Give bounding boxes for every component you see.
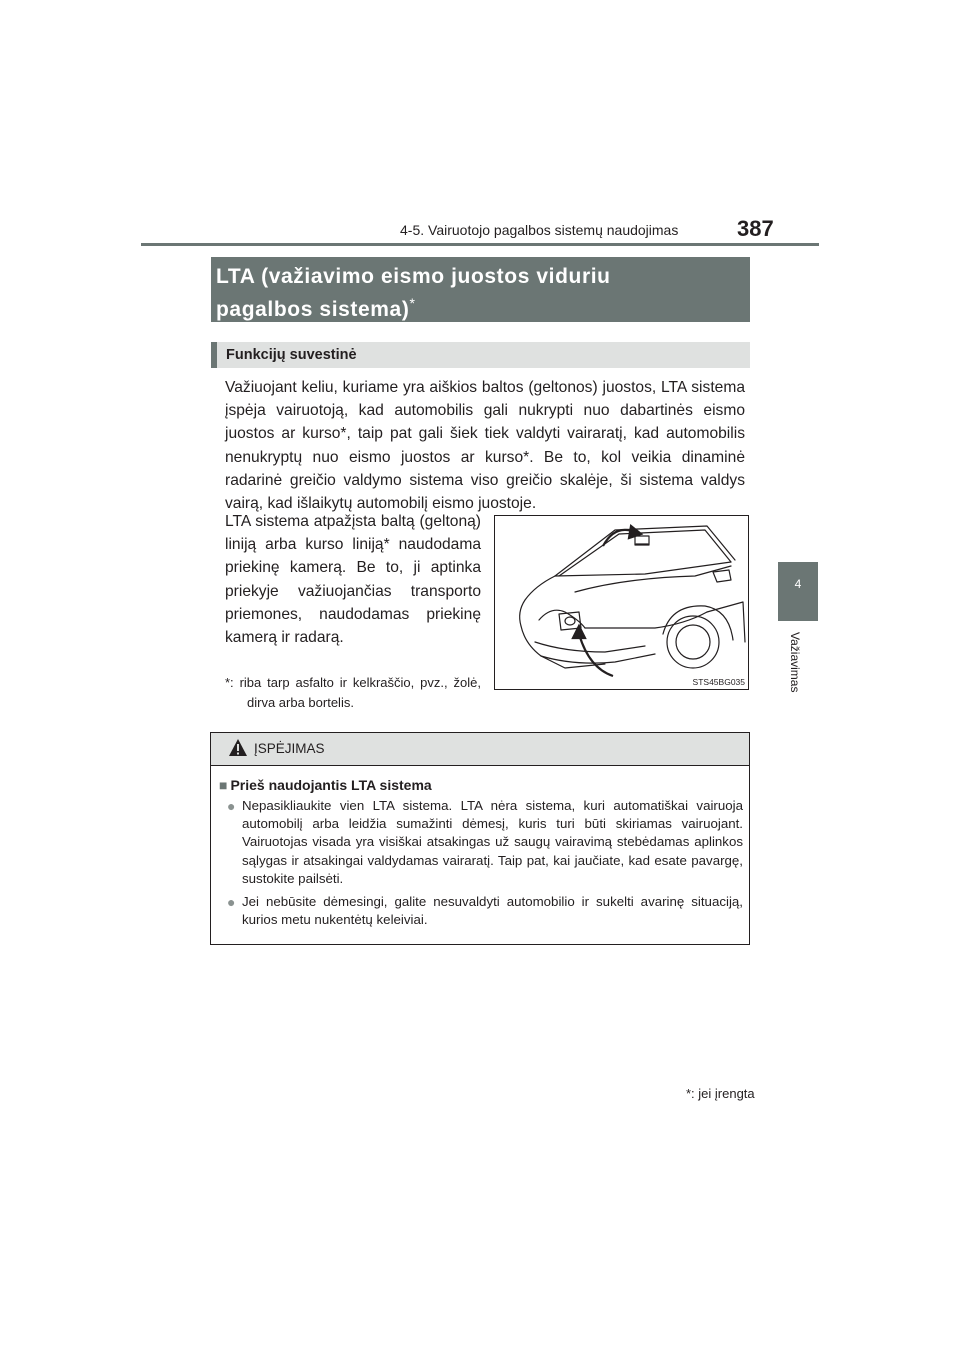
warning-header bbox=[211, 733, 749, 766]
square-bullet-icon: ■ bbox=[219, 777, 228, 793]
warning-bullet bbox=[227, 797, 743, 888]
warning-bullet bbox=[227, 893, 743, 929]
asterisk-footnote bbox=[225, 673, 481, 713]
page-number: 387 bbox=[737, 216, 774, 241]
car-illustration-icon bbox=[495, 516, 748, 689]
intro-paragraph: Važiuojant keliu, kuriame yra aiškios baltos (geltonos) juostos, LTA sistema įspėja vairuotoją, kad automobilis gali nukrypti nuo dabartinės eismo juostos ar kurso*, taip pat gali šiek tiek valdyti vairaratį, kad automobilis nenukryptų nuo eismo juostos ar kurso*. Be to, kol veikia dinaminė radarinė greičio valdymo sistema viso greičio skalėje, ši sistema valdys vairą, kad išlaikytų automobilį eismo juostoje. bbox=[225, 379, 745, 513]
warning-box bbox=[210, 732, 750, 945]
header-section-title: 4-5. Vairuotojo pagalbos sistemų naudojimas bbox=[400, 222, 679, 238]
warning-bullet-text: Nepasikliaukite vien LTA sistema. LTA nėra sistema, kuri automatiškai vairuoja automobilį arba leidžia sumažinti dėmesį, kuris turi būti skiriamas vairuojant. Vairuotojas visada yra visiškai atsakingas už saugų vairavimą stebėdamas aplinkos sąlygas ir atsakingai valdydamas vairaratį. Taip pat, kai jaučiate, kad esate pavargę, sustokite pailsėti. bbox=[242, 798, 743, 886]
warning-subheading bbox=[219, 777, 432, 793]
detection-paragraph: LTA sistema atpažįsta baltą (geltoną) liniją arba kurso liniją* naudodama priekinę kamerą. Be to, ji aptinka priekyje važiuojančias transporto priemones, naudodamas priekinę kamerą ir radarą. bbox=[225, 513, 481, 647]
section-title-line-2: pagalbos sistema) bbox=[216, 298, 410, 321]
figure-code: STS45BG035 bbox=[692, 677, 745, 687]
bullet-dot-icon: ● bbox=[227, 894, 236, 910]
warning-title: ĮSPĖJIMAS bbox=[254, 741, 325, 756]
section-title-line-1: LTA (važiavimo eismo juostos viduriu bbox=[216, 265, 611, 288]
bullet-dot-icon: ● bbox=[227, 798, 236, 814]
warning-subheading-text: Prieš naudojantis LTA sistema bbox=[230, 777, 432, 793]
section-title bbox=[211, 257, 750, 322]
footer-note: *: jei įrengta bbox=[686, 1086, 755, 1101]
subheading: Funkcijų suvestinė bbox=[211, 342, 750, 368]
warning-triangle-icon bbox=[228, 738, 248, 757]
asterisk-footnote-text: *: riba tarp asfalto ir kelkraščio, pvz., žolė, dirva arba bortelis. bbox=[225, 675, 481, 710]
warning-bullet-text: Jei nebūsite dėmesingi, galite nesuvaldyti automobilio ir sukelti avarinę situaciją, kurios metu nukentėtų keleiviai. bbox=[242, 894, 743, 928]
section-title-asterisk: * bbox=[409, 295, 416, 311]
header-divider bbox=[141, 243, 819, 246]
chapter-tab-label: Važiavimas bbox=[788, 632, 802, 693]
car-camera-illustration bbox=[494, 515, 749, 690]
chapter-tab-number: 4 bbox=[794, 577, 802, 591]
chapter-tab bbox=[778, 562, 818, 621]
